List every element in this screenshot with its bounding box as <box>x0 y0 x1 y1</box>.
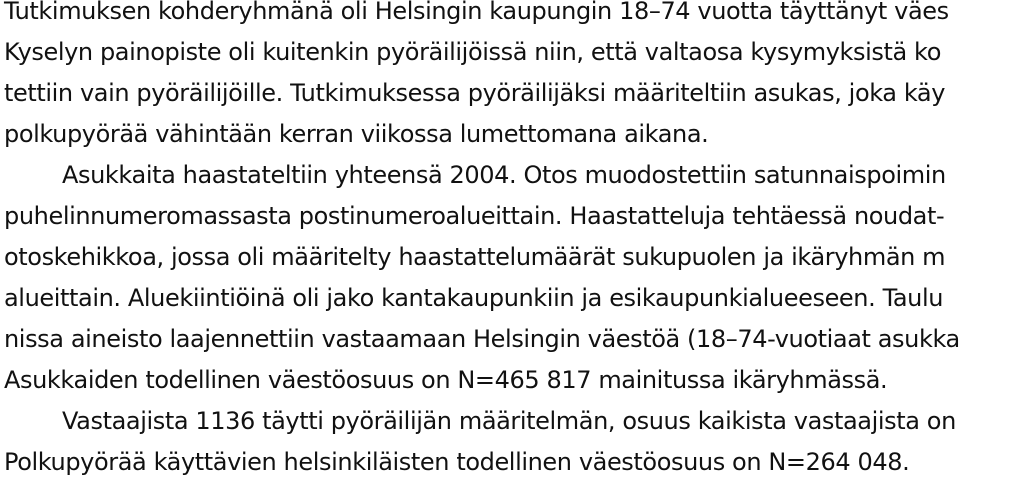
text-line: Tutkimuksen kohderyhmänä oli Helsingin kaupungin 18–74 vuotta täyttänyt väes <box>4 0 949 25</box>
text-line: polkupyörää vähintään kerran viikossa lumettomana aikana. <box>4 120 709 148</box>
text-line: puhelinnumeromassasta postinumeroalueittain. Haastatteluja tehtäessä noudat- <box>4 202 945 230</box>
text-line: Polkupyörää käyttävien helsinkiläisten todellinen väestöosuus on N=264 048. <box>4 448 910 476</box>
paragraph-first-line: Vastaajista 1136 täytti pyöräilijän määritelmän, osuus kaikista vastaajista on <box>62 407 956 435</box>
text-line: tettiin vain pyöräilijöille. Tutkimuksessa pyöräilijäksi määriteltiin asukas, joka käy <box>4 79 946 107</box>
text-line: alueittain. Aluekiintiöinä oli jako kantakaupunkiin ja esikaupunkialueeseen. Taulu <box>4 284 944 312</box>
paragraph-first-line: Asukkaita haastateltiin yhteensä 2004. Otos muodostettiin satunnaispoimin <box>62 161 946 189</box>
text-line: nissa aineisto laajennettiin vastaamaan Helsingin väestöä (18–74-vuotiaat asukka <box>4 325 960 353</box>
text-line: Asukkaiden todellinen väestöosuus on N=465 817 mainitussa ikäryhmässä. <box>4 366 888 394</box>
text-line: otoskehikkoa, jossa oli määritelty haastattelumäärät sukupuolen ja ikäryhmän m <box>4 243 946 271</box>
text-line: Kyselyn painopiste oli kuitenkin pyöräilijöissä niin, että valtaosa kysymyksistä ko <box>4 38 941 66</box>
